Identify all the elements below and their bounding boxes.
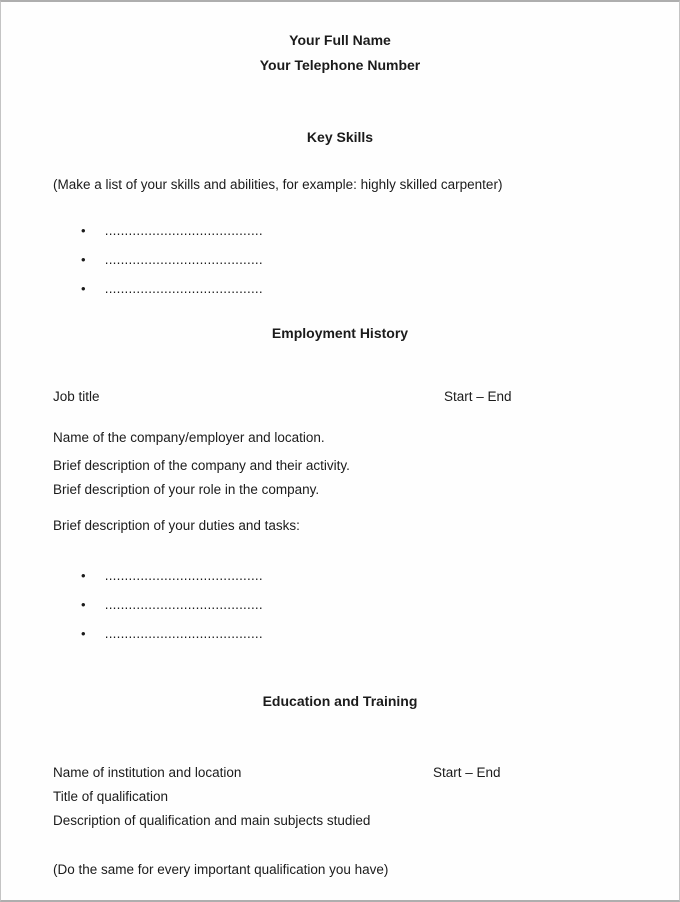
- qualification-description-line: Description of qualification and main subjects studied: [53, 813, 371, 828]
- list-item: [53, 251, 627, 269]
- company-description-line: Brief description of the company and their activity.: [53, 458, 350, 473]
- bullet-icon: •: [81, 568, 86, 583]
- dot-leader-line: ........................................: [104, 568, 263, 583]
- list-item: [53, 625, 627, 643]
- dot-leader-line: ........................................: [104, 281, 263, 296]
- bullet-icon: •: [81, 597, 86, 612]
- education-date-range-label: Start – End: [433, 765, 501, 780]
- list-item: [53, 280, 627, 298]
- employment-date-range-label: Start – End: [444, 389, 512, 404]
- key-skills-hint: (Make a list of your skills and abilities, for example: highly skilled carpenter): [53, 177, 503, 192]
- bullet-icon: •: [81, 626, 86, 641]
- company-name-line: Name of the company/employer and location.: [53, 430, 325, 445]
- list-item: [53, 222, 627, 240]
- list-item: [53, 567, 627, 585]
- employment-section-title: Employment History: [271, 325, 409, 341]
- institution-label: Name of institution and location: [53, 765, 242, 780]
- dot-leader-line: ........................................: [104, 223, 263, 238]
- dot-leader-line: ........................................: [104, 597, 263, 612]
- telephone-heading: Your Telephone Number: [259, 57, 421, 73]
- page-content: [1, 31, 679, 879]
- dot-leader-line: ........................................: [104, 252, 263, 267]
- key-skills-bullet-list: [53, 222, 627, 298]
- education-section-title: Education and Training: [262, 693, 418, 709]
- repeat-qualification-note: (Do the same for every important qualification you have): [53, 862, 389, 877]
- dot-leader-line: ........................................: [104, 626, 263, 641]
- duties-bullet-list: [53, 567, 627, 643]
- full-name-heading: Your Full Name: [289, 32, 391, 48]
- list-item: [53, 596, 627, 614]
- bullet-icon: •: [81, 252, 86, 267]
- bullet-icon: •: [81, 281, 86, 296]
- bullet-icon: •: [81, 223, 86, 238]
- job-title-label: Job title: [53, 389, 100, 404]
- key-skills-section-title: Key Skills: [306, 129, 374, 145]
- role-description-line: Brief description of your role in the company.: [53, 482, 320, 497]
- duties-label-line: Brief description of your duties and tasks:: [53, 518, 300, 533]
- institution-row: [53, 764, 627, 782]
- qualification-title-line: Title of qualification: [53, 789, 169, 804]
- job-title-row: [53, 388, 627, 406]
